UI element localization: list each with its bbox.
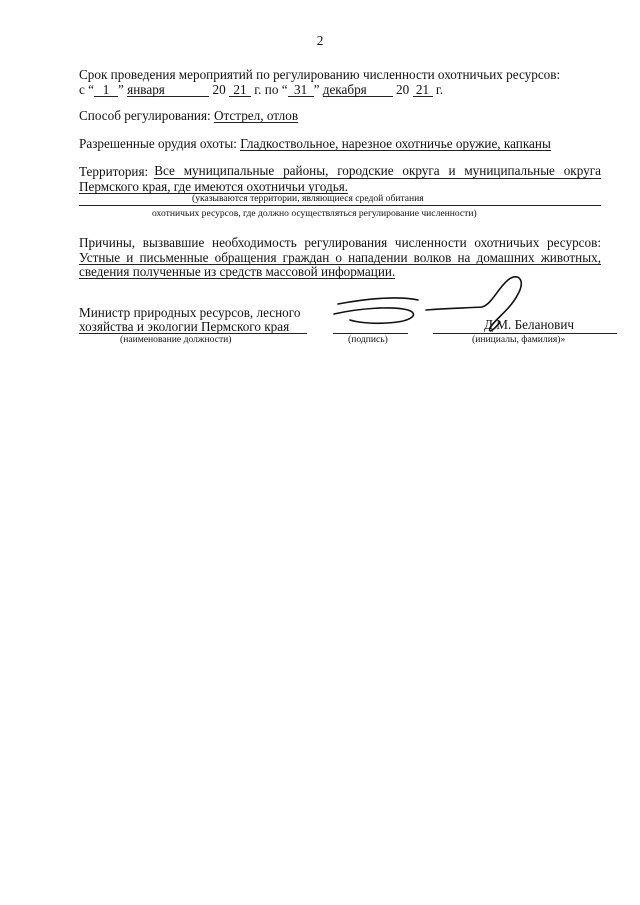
period-year-prefix-1: 20 <box>212 82 226 97</box>
signer-name: Д.М. Беланович <box>484 317 575 332</box>
period-to-month: декабря <box>323 83 393 97</box>
signature-caption: (подпись) <box>348 334 388 345</box>
period-middle: г. по “ <box>254 82 288 97</box>
territory-text-2: Пермского края, где имеются охотничьи угодья. <box>79 179 349 194</box>
territory-hint-2: охотничьих ресурсов, где должно осуществляться регулирование численности) <box>152 208 477 219</box>
territory-label: Территория: <box>79 164 149 179</box>
period-year-prefix-2: 20 <box>396 82 410 97</box>
page-number: 2 <box>316 33 324 48</box>
reasons-line-1 <box>79 250 601 265</box>
period-from-prefix: с “ <box>79 82 95 97</box>
reasons-text-1: Устные и письменные обращения граждан о нападении волков на домашних животных, <box>79 250 601 265</box>
tools-label: Разрешенные орудия охоты: <box>79 136 237 151</box>
method-value: Отстрел, отлов <box>213 108 299 123</box>
tools-line <box>79 136 551 151</box>
territory-hint-1: (указываются территории, являющиеся средой обитания <box>192 193 424 204</box>
territory-rule <box>79 205 601 206</box>
period-quote-close-1: ” <box>118 82 124 97</box>
territory-text-1: Все муниципальные районы, городские округа и муниципальные округа <box>154 163 601 178</box>
period-to-year: 21 <box>413 83 433 97</box>
tools-value: Гладкоствольное, нарезное охотничье оружие, капканы <box>240 136 551 151</box>
period-heading: Срок проведения мероприятий по регулированию численности охотничьих ресурсов: <box>79 67 561 82</box>
signer-position-line-1: Министр природных ресурсов, лесного <box>79 305 301 320</box>
period-quote-close-2: ” <box>313 82 320 97</box>
period-to-day: 31 <box>288 83 314 97</box>
territory-line-1 <box>79 164 601 179</box>
reasons-text-2: сведения полученные из средств массовой информации. <box>79 264 396 279</box>
territory-line-2 <box>79 179 348 194</box>
signer-position-line-2: хозяйства и экологии Пермского края <box>79 319 290 334</box>
name-caption: (инициалы, фамилия)» <box>472 334 566 345</box>
period-from-day: 1 <box>94 83 118 97</box>
period-line <box>79 82 443 97</box>
method-line <box>79 108 298 123</box>
period-from-year: 21 <box>229 83 251 97</box>
position-caption: (наименование должности) <box>120 334 232 345</box>
period-from-month: января <box>127 83 209 97</box>
reasons-heading: Причины, вызвавшие необходимость регулирования численности охотничьих ресурсов: <box>79 235 601 250</box>
method-label: Способ регулирования: <box>79 108 211 123</box>
period-suffix: г. <box>435 82 444 97</box>
